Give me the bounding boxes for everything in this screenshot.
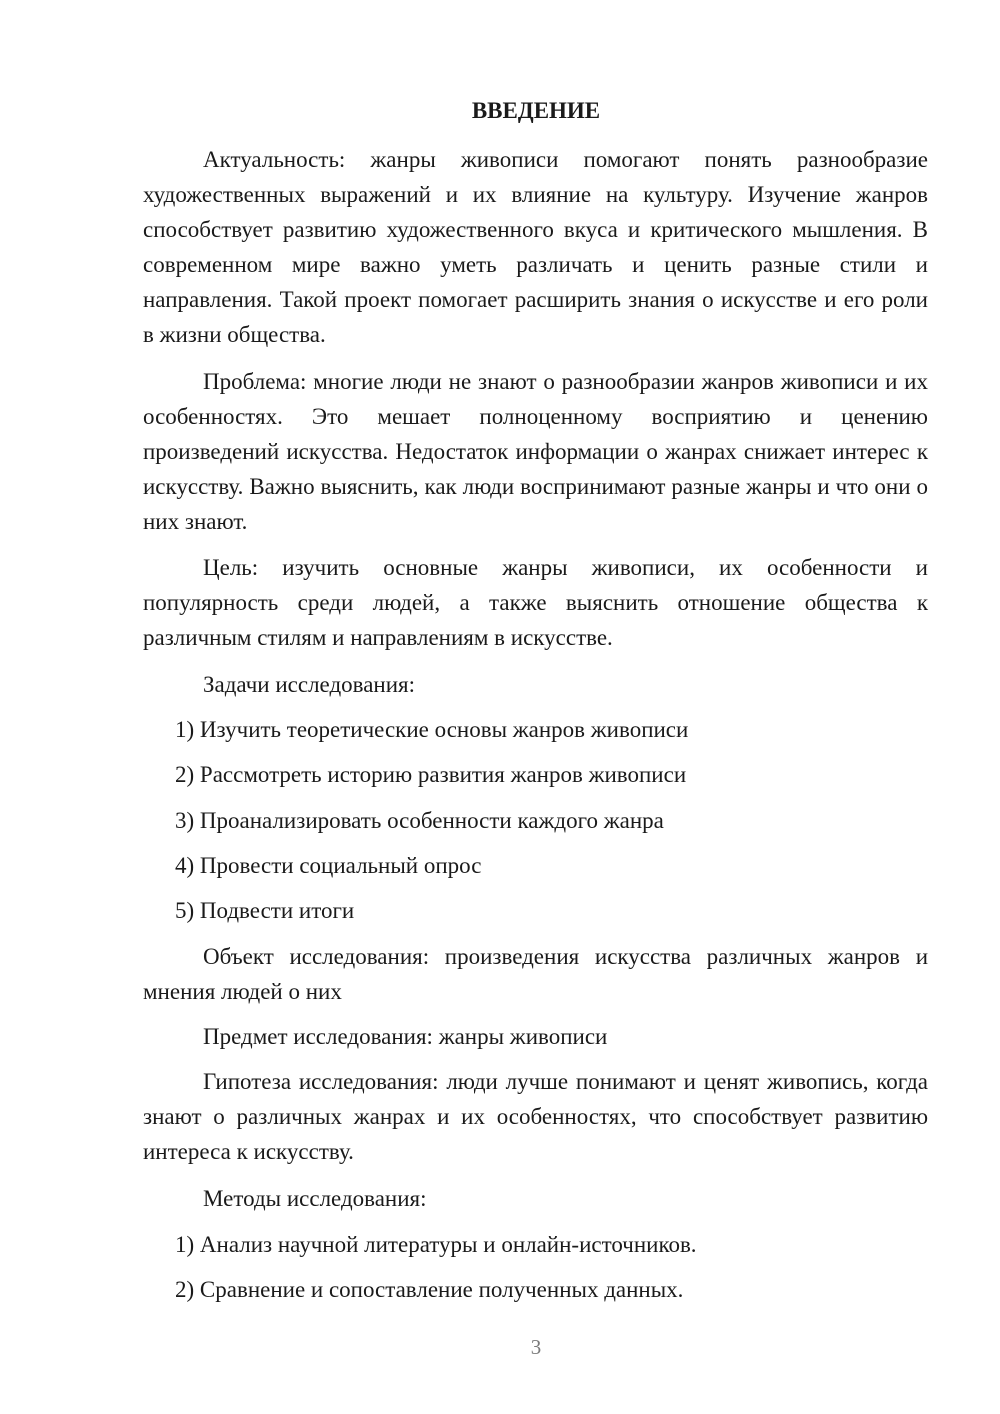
task-item-5: 5) Подвести итоги <box>175 898 355 923</box>
methods-heading: Методы исследования: <box>203 1186 427 1211</box>
task-item-2: 2) Рассмотреть историю развития жанров живописи <box>175 762 687 787</box>
task-item-3: 3) Проанализировать особенности каждого жанра <box>175 808 664 833</box>
task-item-4: 4) Провести социальный опрос <box>175 853 482 878</box>
tasks-heading: Задачи исследования: <box>203 672 416 697</box>
hypothesis-paragraph: Гипотеза исследования: люди лучше понимают и ценят живопись, когда знают о различных жанрах и их особенностях, что способствует развитию интереса к искусству. <box>143 1069 928 1164</box>
goal-paragraph: Цель: изучить основные жанры живописи, их особенности и популярность среди людей, а также выяснить отношение общества к различным стилям и направлениям в искусстве. <box>143 555 928 650</box>
relevance-paragraph: Актуальность: жанры живописи помогают понять разнообразие художественных выражений и их влияние на культуру. Изучение жанров способствует развитию художественного вкуса и критического мышления. В современном мире важно уметь различать и ценить разные стили и направления. Такой проект помогает расширить знания о искусстве и его роли в жизни общества. <box>143 147 928 347</box>
method-item-1: 1) Анализ научной литературы и онлайн-источников. <box>175 1232 697 1257</box>
section-title: ВВЕДЕНИЕ <box>471 98 601 123</box>
object-paragraph: Объект исследования: произведения искусства различных жанров и мнения людей о них <box>143 944 928 1004</box>
task-item-1: 1) Изучить теоретические основы жанров живописи <box>175 717 689 742</box>
problem-paragraph: Проблема: многие люди не знают о разнообразии жанров живописи и их особенностях. Это мешает полноценному восприятию и ценению произведений искусства. Недостаток информации о жанрах снижает интерес к искусству. Важно выяснить, как люди воспринимают разные жанры и что они о них знают. <box>143 369 928 534</box>
subject-paragraph: Предмет исследования: жанры живописи <box>203 1024 608 1049</box>
method-item-2: 2) Сравнение и сопоставление полученных данных. <box>175 1277 684 1302</box>
page-number: 3 <box>530 1335 542 1359</box>
